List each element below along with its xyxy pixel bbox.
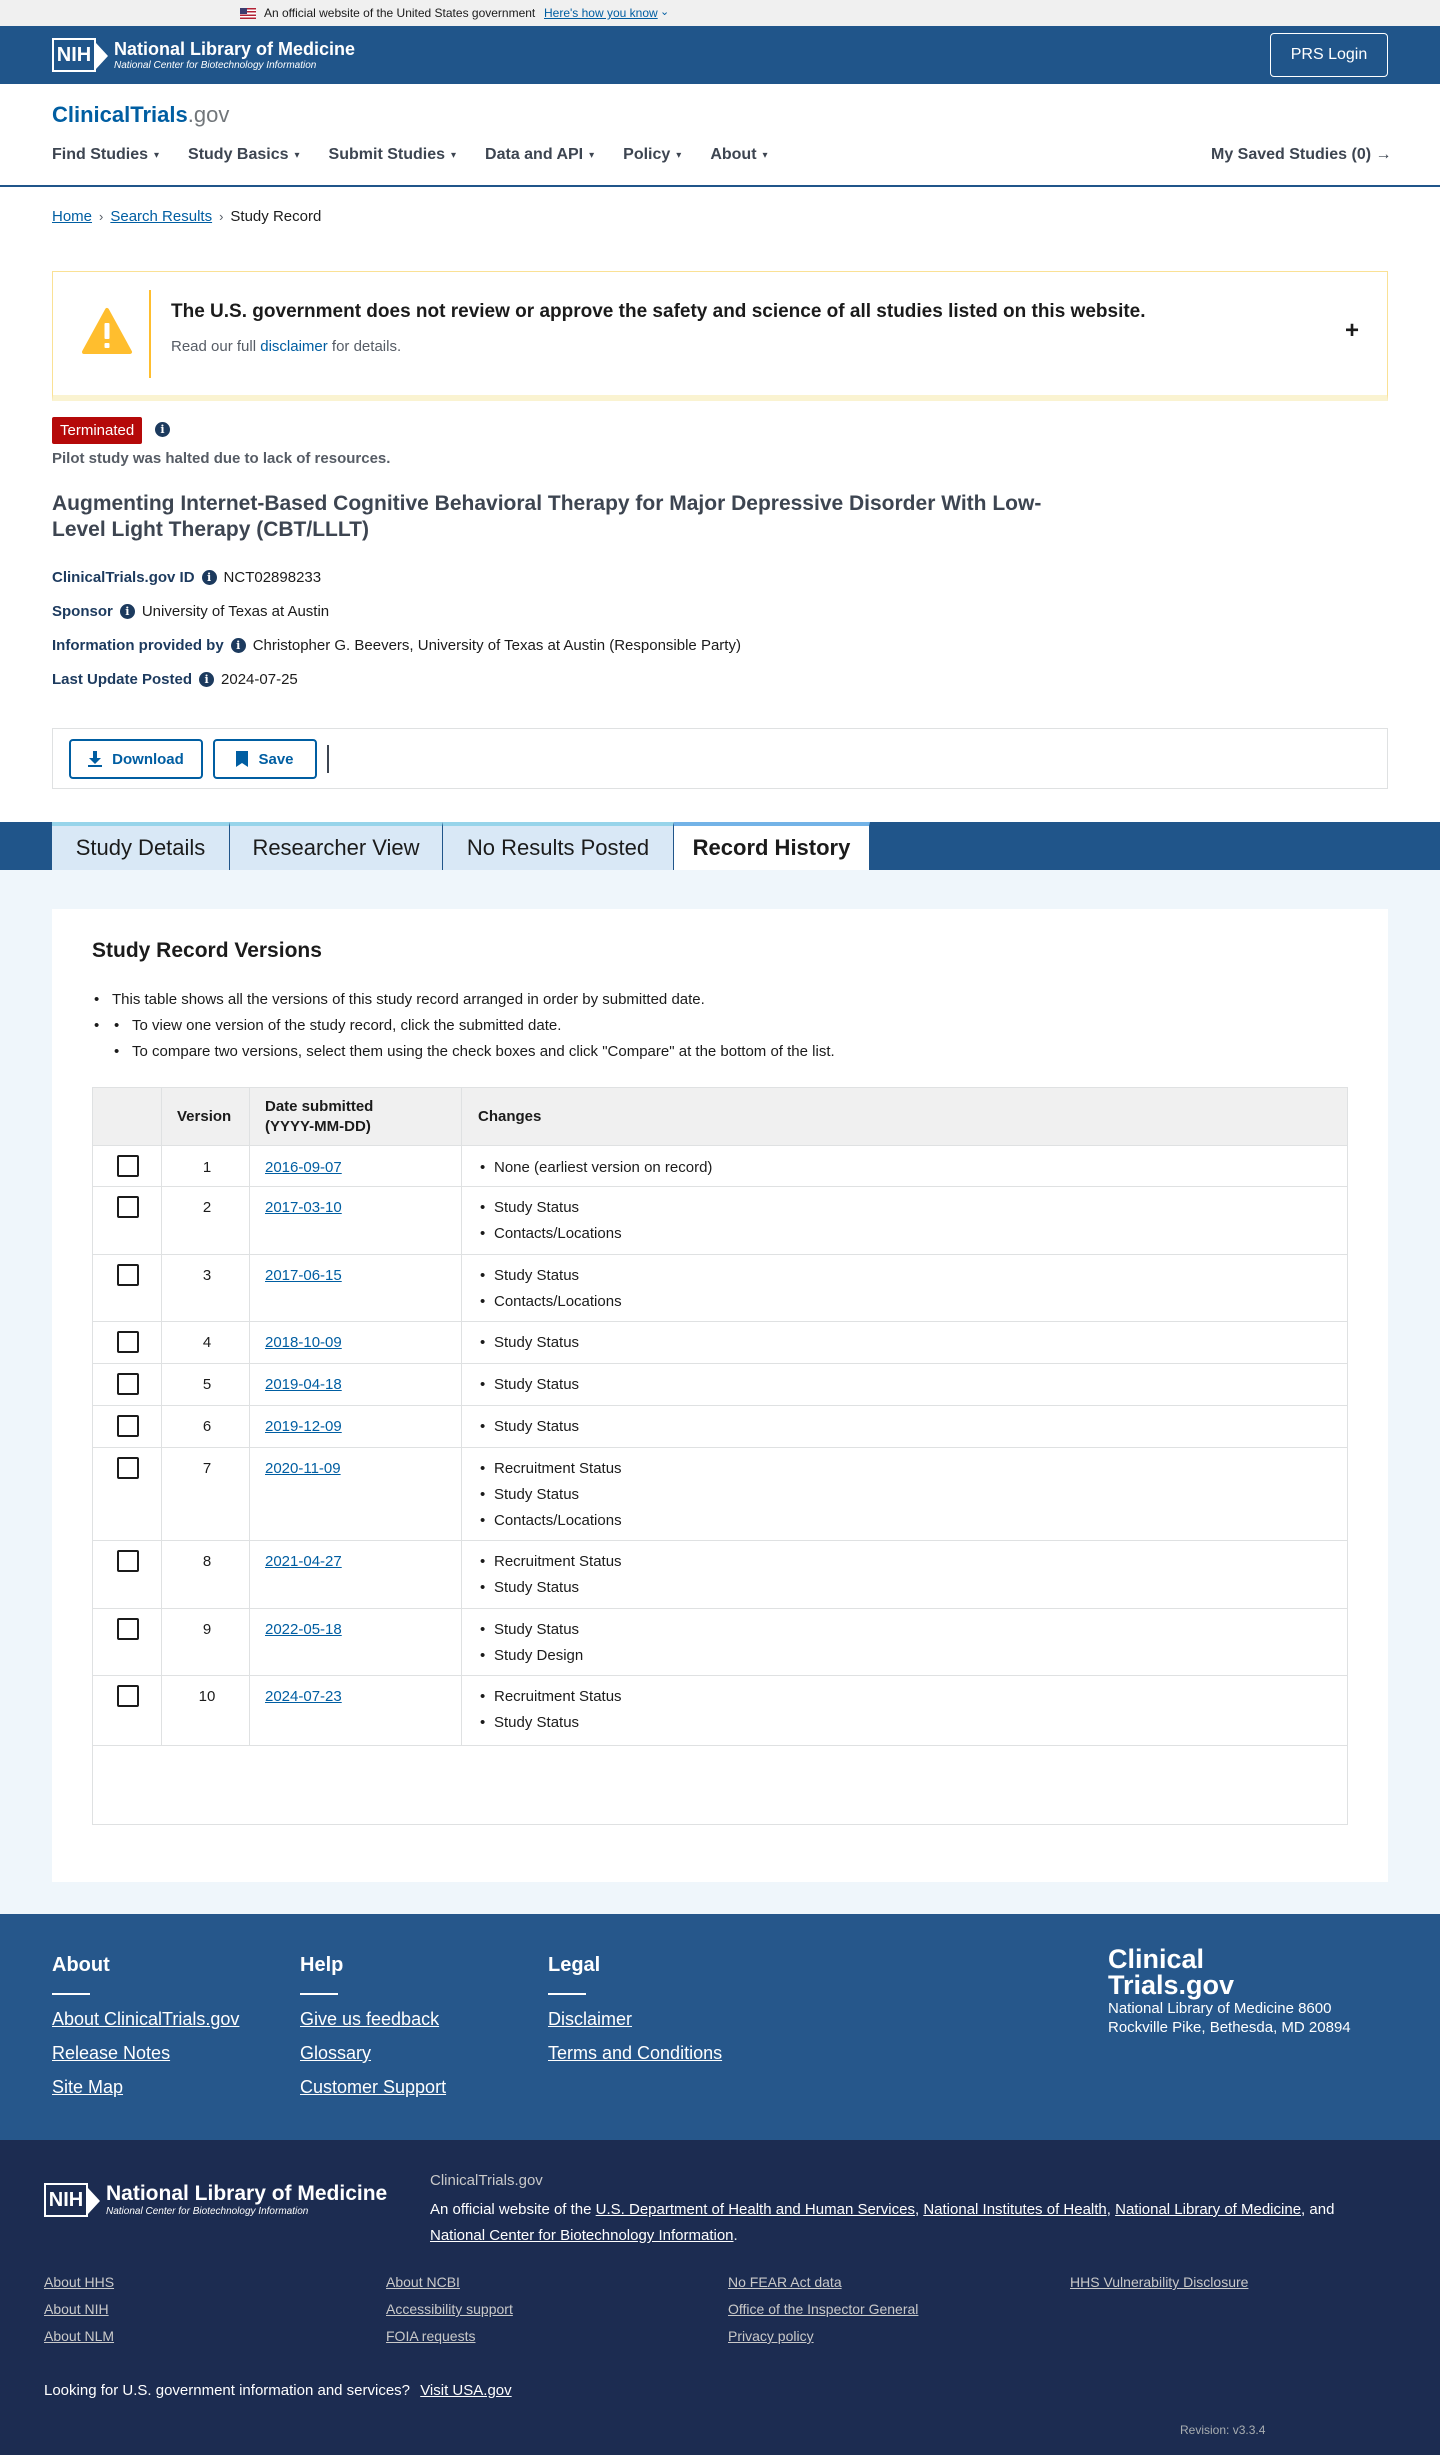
breadcrumb-home[interactable]: Home bbox=[52, 208, 93, 225]
footer-links-col2 bbox=[386, 2274, 513, 2355]
table-row bbox=[93, 1541, 1347, 1609]
nav-study-basics[interactable] bbox=[188, 146, 300, 164]
version-number: 2 bbox=[202, 1199, 212, 1216]
download-label: Download bbox=[112, 750, 184, 768]
info-icon[interactable]: i bbox=[199, 672, 214, 687]
version-checkbox[interactable] bbox=[117, 1196, 139, 1218]
change-item: • Study Status bbox=[478, 1710, 622, 1736]
save-button[interactable] bbox=[213, 739, 317, 779]
table-row bbox=[93, 1322, 1347, 1364]
version-number: 6 bbox=[202, 1418, 212, 1435]
footer-link-disclaimer[interactable]: Disclaimer bbox=[548, 2009, 633, 2029]
link-about-ncbi[interactable]: About NCBI bbox=[386, 2274, 460, 2290]
version-date-link[interactable]: 2020-11-09 bbox=[265, 1460, 341, 1477]
ncbi-link[interactable]: National Center for Biotechnology Information bbox=[430, 2227, 734, 2244]
nlm-logo-title: National Library of Medicine bbox=[114, 38, 356, 59]
footer-link-terms[interactable]: Terms and Conditions bbox=[548, 2043, 723, 2063]
header-version: Version bbox=[177, 1108, 232, 1125]
version-date-link[interactable]: 2018-10-09 bbox=[265, 1334, 342, 1351]
version-number: 1 bbox=[202, 1159, 212, 1176]
change-item: • Recruitment Status bbox=[478, 1549, 622, 1575]
footer-official-statement: An official website of the U.S. Department of Health and Human Services, National Institutes of Health, National Library of Medicine, and National Center for Biotechnology Information. bbox=[430, 2201, 1335, 2244]
change-item: • Contacts/Locations bbox=[478, 1221, 622, 1247]
nlm-footer bbox=[0, 2140, 1440, 2455]
disclaimer-text-after: for details. bbox=[331, 338, 402, 355]
version-number: 4 bbox=[202, 1334, 212, 1351]
breadcrumb bbox=[52, 208, 321, 225]
nih-logo-mark: NIH bbox=[52, 38, 96, 72]
status-reason: Pilot study was halted due to lack of resources. bbox=[52, 450, 391, 467]
footer-logo-line2: Trials.gov bbox=[1108, 1970, 1235, 2000]
nlm-logo-subtitle: National Center for Biotechnology Information bbox=[114, 59, 317, 71]
version-checkbox[interactable] bbox=[117, 1685, 139, 1707]
us-flag-icon bbox=[240, 8, 256, 19]
footer-link-feedback[interactable]: Give us feedback bbox=[300, 2009, 440, 2029]
version-checkbox[interactable] bbox=[117, 1155, 139, 1177]
table-row bbox=[93, 1159, 1347, 1187]
versions-instructions bbox=[92, 987, 835, 1065]
heading-underline bbox=[300, 1993, 338, 1995]
tab-no-results-posted[interactable]: No Results Posted bbox=[443, 822, 674, 870]
chevron-down-icon: ▾ bbox=[154, 149, 160, 161]
change-item: • Study Status bbox=[478, 1372, 579, 1398]
study-id-value: NCT02898233 bbox=[223, 569, 322, 586]
footer-link-about-ct[interactable]: About ClinicalTrials.gov bbox=[52, 2009, 240, 2029]
usa-gov-link[interactable]: Visit USA.gov bbox=[420, 2382, 512, 2399]
bookmark-icon bbox=[236, 751, 248, 767]
nav-data-api[interactable] bbox=[485, 146, 594, 164]
change-item: • Study Status bbox=[478, 1195, 622, 1221]
footer-ct-logo[interactable] bbox=[1108, 1946, 1234, 1998]
sponsor-row bbox=[52, 603, 329, 620]
link-vulnerability[interactable]: HHS Vulnerability Disclosure bbox=[1070, 2274, 1249, 2290]
site-logo-main: ClinicalTrials bbox=[52, 102, 188, 127]
official-site-text: An official website of the United States government bbox=[264, 6, 536, 20]
version-date-link[interactable]: 2021-04-27 bbox=[265, 1553, 342, 1570]
header-date bbox=[265, 1088, 373, 1146]
footer-link-release-notes[interactable]: Release Notes bbox=[52, 2043, 171, 2063]
nav-find-studies[interactable] bbox=[52, 146, 159, 164]
study-id-row bbox=[52, 569, 321, 586]
expand-plus-icon[interactable]: + bbox=[1345, 317, 1360, 344]
nlm-link[interactable]: National Library of Medicine bbox=[1115, 2201, 1302, 2218]
footer-about-heading: About bbox=[52, 1954, 110, 1976]
tab-study-details[interactable]: Study Details bbox=[52, 822, 230, 870]
sponsor-value: University of Texas at Austin bbox=[141, 603, 330, 620]
save-label: Save bbox=[258, 750, 294, 768]
nlm-footer-logo[interactable] bbox=[44, 2182, 387, 2218]
disclaimer-text-before: Read our full bbox=[171, 338, 257, 355]
site-logo[interactable] bbox=[52, 102, 229, 128]
download-icon bbox=[88, 751, 102, 767]
nav-label: Data and API bbox=[485, 146, 584, 163]
version-checkbox[interactable] bbox=[117, 1550, 139, 1572]
version-number: 5 bbox=[202, 1376, 212, 1393]
version-checkbox[interactable] bbox=[117, 1264, 139, 1286]
chevron-down-icon: ▾ bbox=[294, 149, 300, 161]
version-number: 3 bbox=[202, 1267, 212, 1284]
site-footer bbox=[0, 1914, 1440, 2140]
header-changes: Changes bbox=[478, 1108, 542, 1125]
heading-underline bbox=[548, 1993, 586, 1995]
table-header bbox=[93, 1088, 1347, 1146]
version-checkbox[interactable] bbox=[117, 1373, 139, 1395]
disclaimer-title: The U.S. government does not review or approve the safety and science of all studies listed on this website. bbox=[171, 301, 1146, 322]
version-date-link[interactable]: 2019-12-09 bbox=[265, 1418, 342, 1435]
info-provided-label: Information provided by bbox=[52, 637, 224, 654]
footer-logo-line1: Clinical bbox=[1108, 1944, 1205, 1974]
footer-legal-heading: Legal bbox=[548, 1954, 601, 1976]
versions-compare-tip: • To compare two versions, select them using the check boxes and click "Compare" at the bottom of the list. bbox=[92, 1039, 835, 1065]
nav-label: Study Basics bbox=[188, 146, 289, 163]
footer-links-col1 bbox=[44, 2274, 114, 2355]
saved-studies-label: My Saved Studies (0) bbox=[1211, 146, 1372, 163]
nav-label: Find Studies bbox=[52, 146, 148, 163]
main-nav bbox=[52, 146, 797, 164]
prs-login-button[interactable]: PRS Login bbox=[1270, 33, 1388, 77]
version-date-link[interactable]: 2019-04-18 bbox=[265, 1376, 342, 1393]
info-provided-value: Christopher G. Beevers, University of Texas at Austin (Responsible Party) bbox=[252, 637, 741, 654]
chevron-down-icon: ▾ bbox=[589, 149, 595, 161]
footer-help-column bbox=[300, 1954, 446, 2111]
footer-help-heading: Help bbox=[300, 1954, 344, 1976]
version-number: 7 bbox=[202, 1460, 212, 1477]
table-row bbox=[93, 1676, 1347, 1746]
warning-triangle-icon bbox=[81, 306, 133, 358]
version-date-link[interactable]: 2017-03-10 bbox=[265, 1199, 342, 1216]
nlm-logo-subtitle: National Center for Biotechnology Information bbox=[106, 2206, 309, 2217]
footer-address: National Library of Medicine 8600 Rockville Pike, Bethesda, MD 20894 bbox=[1108, 2000, 1351, 2036]
disclaimer-link[interactable]: disclaimer bbox=[260, 338, 328, 355]
chevron-right-icon: › bbox=[99, 209, 104, 224]
chevron-down-icon: ▾ bbox=[451, 149, 457, 161]
change-item: • Study Design bbox=[478, 1643, 583, 1669]
version-checkbox[interactable] bbox=[117, 1457, 139, 1479]
version-number: 9 bbox=[202, 1621, 212, 1638]
version-date-link[interactable]: 2022-05-18 bbox=[265, 1621, 342, 1638]
versions-card bbox=[52, 909, 1388, 1882]
official-prefix: An official website of the bbox=[430, 2201, 592, 2218]
nih-header bbox=[0, 26, 1440, 84]
link-about-nlm[interactable]: About NLM bbox=[44, 2328, 115, 2344]
footer-link-site-map[interactable]: Site Map bbox=[52, 2077, 124, 2097]
nav-divider bbox=[0, 185, 1440, 187]
table-row bbox=[93, 1609, 1347, 1676]
table-row bbox=[93, 1187, 1347, 1255]
change-item: • Contacts/Locations bbox=[478, 1289, 622, 1315]
footer-site-name: ClinicalTrials.gov bbox=[430, 2172, 543, 2189]
usa-gov-line bbox=[44, 2382, 512, 2399]
table-row bbox=[93, 1255, 1347, 1322]
change-item: • Study Status bbox=[478, 1575, 622, 1601]
breadcrumb-current: Study Record bbox=[230, 208, 322, 225]
version-checkbox[interactable] bbox=[117, 1415, 139, 1437]
change-item: • None (earliest version on record) bbox=[478, 1155, 712, 1181]
chevron-down-icon[interactable]: ⌄ bbox=[660, 6, 670, 18]
action-divider bbox=[327, 745, 329, 773]
change-item: • Recruitment Status bbox=[478, 1456, 622, 1482]
nav-label: Submit Studies bbox=[328, 146, 445, 163]
link-about-nih[interactable]: About NIH bbox=[44, 2301, 109, 2317]
disclaimer-alert[interactable] bbox=[52, 271, 1388, 401]
disclaimer-text bbox=[171, 338, 401, 355]
site-logo-suffix: .gov bbox=[187, 102, 230, 127]
table-row bbox=[93, 1448, 1347, 1541]
header-date-line1: Date submitted bbox=[265, 1098, 374, 1115]
change-item: • Recruitment Status bbox=[478, 1684, 622, 1710]
footer-links-col4 bbox=[1070, 2274, 1248, 2301]
tab-researcher-view[interactable]: Researcher View bbox=[230, 822, 443, 870]
last-update-row bbox=[52, 671, 298, 688]
change-item: • Study Status bbox=[478, 1482, 622, 1508]
changes-list bbox=[478, 1372, 579, 1398]
info-icon[interactable]: i bbox=[120, 604, 135, 619]
chevron-right-icon: › bbox=[219, 209, 224, 224]
change-item: • Study Status bbox=[478, 1617, 583, 1643]
nlm-logo-title: National Library of Medicine bbox=[106, 2182, 388, 2205]
gov-banner bbox=[0, 0, 1440, 26]
heading-underline bbox=[52, 1993, 90, 1995]
footer-about-column bbox=[52, 1954, 239, 2111]
tab-record-history[interactable]: Record History bbox=[674, 822, 870, 870]
chevron-down-icon: ▾ bbox=[676, 149, 682, 161]
info-icon[interactable]: i bbox=[202, 570, 217, 585]
versions-view-tip: • • To view one version of the study record, click the submitted date. bbox=[92, 1013, 835, 1039]
nih-logo-mark: NIH bbox=[44, 2183, 88, 2217]
changes-list bbox=[478, 1263, 622, 1315]
change-item: • Study Status bbox=[478, 1263, 622, 1289]
version-date-link[interactable]: 2024-07-23 bbox=[265, 1688, 342, 1705]
header-date-line2: (YYYY-MM-DD) bbox=[265, 1118, 371, 1135]
official-and: and bbox=[1309, 2201, 1335, 2218]
link-no-fear[interactable]: No FEAR Act data bbox=[728, 2274, 842, 2290]
download-button[interactable] bbox=[69, 739, 203, 779]
status-badge: Terminated bbox=[52, 417, 142, 444]
nav-policy[interactable] bbox=[623, 146, 681, 164]
change-item: • Study Status bbox=[478, 1414, 579, 1440]
disclaimer-divider bbox=[149, 290, 151, 378]
table-row bbox=[93, 1406, 1347, 1448]
nlm-logo[interactable] bbox=[52, 37, 355, 73]
changes-list bbox=[478, 1195, 622, 1247]
info-provided-row bbox=[52, 637, 741, 654]
breadcrumb-search-results[interactable]: Search Results bbox=[110, 208, 213, 225]
nav-submit-studies[interactable] bbox=[329, 146, 456, 164]
changes-list bbox=[478, 1414, 579, 1440]
last-update-value: 2024-07-25 bbox=[221, 671, 298, 688]
last-update-label: Last Update Posted bbox=[52, 671, 193, 688]
arrow-right-icon: → bbox=[1375, 146, 1392, 163]
nih-link[interactable]: National Institutes of Health bbox=[923, 2201, 1107, 2218]
nav-about[interactable] bbox=[710, 146, 767, 164]
versions-intro: • This table shows all the versions of this study record arranged in order by submitted date. bbox=[92, 987, 835, 1013]
change-item: • Study Status bbox=[478, 1330, 579, 1356]
version-number: 10 bbox=[198, 1688, 216, 1705]
changes-list bbox=[478, 1684, 622, 1736]
changes-list bbox=[478, 1330, 579, 1356]
version-checkbox[interactable] bbox=[117, 1618, 139, 1640]
link-privacy[interactable]: Privacy policy bbox=[728, 2328, 814, 2344]
nav-label: About bbox=[710, 146, 757, 163]
changes-list bbox=[478, 1549, 622, 1601]
footer-links-col3 bbox=[728, 2274, 918, 2355]
link-accessibility[interactable]: Accessibility support bbox=[386, 2301, 513, 2317]
action-bar bbox=[52, 728, 1388, 789]
versions-title: Study Record Versions bbox=[92, 939, 322, 962]
version-number: 8 bbox=[202, 1553, 212, 1570]
change-item: • Contacts/Locations bbox=[478, 1508, 622, 1534]
info-icon[interactable]: i bbox=[155, 422, 170, 437]
how-you-know-link[interactable]: Here's how you know bbox=[544, 6, 658, 20]
version-checkbox[interactable] bbox=[117, 1331, 139, 1353]
changes-list bbox=[478, 1617, 583, 1669]
version-date-link[interactable]: 2017-06-15 bbox=[265, 1267, 342, 1284]
footer-link-support[interactable]: Customer Support bbox=[300, 2077, 447, 2097]
nav-label: Policy bbox=[623, 146, 671, 163]
chevron-down-icon: ▾ bbox=[762, 149, 768, 161]
info-icon[interactable]: i bbox=[231, 638, 246, 653]
saved-studies-link[interactable] bbox=[1211, 146, 1392, 164]
changes-list bbox=[478, 1155, 712, 1181]
footer-link-glossary[interactable]: Glossary bbox=[300, 2043, 372, 2063]
table-row bbox=[93, 1364, 1347, 1406]
study-title: Augmenting Internet-Based Cognitive Behavioral Therapy for Major Depressive Disorder With Low-Level Light Therapy (CBT/LLLT) bbox=[52, 492, 1042, 541]
revision-text: Revision: v3.3.4 bbox=[1180, 2423, 1266, 2437]
link-foia[interactable]: FOIA requests bbox=[386, 2328, 476, 2344]
versions-table bbox=[92, 1087, 1348, 1825]
link-about-hhs[interactable]: About HHS bbox=[44, 2274, 115, 2290]
version-date-link[interactable]: 2016-09-07 bbox=[265, 1159, 342, 1176]
hhs-link[interactable]: U.S. Department of Health and Human Services bbox=[595, 2201, 915, 2218]
sponsor-label: Sponsor bbox=[52, 603, 113, 620]
changes-list bbox=[478, 1456, 622, 1534]
study-id-label: ClinicalTrials.gov ID bbox=[52, 569, 195, 586]
footer-legal-column bbox=[548, 1954, 722, 2077]
link-inspector-general[interactable]: Office of the Inspector General bbox=[728, 2301, 919, 2317]
usa-gov-text: Looking for U.S. government information and services? bbox=[44, 2382, 411, 2399]
